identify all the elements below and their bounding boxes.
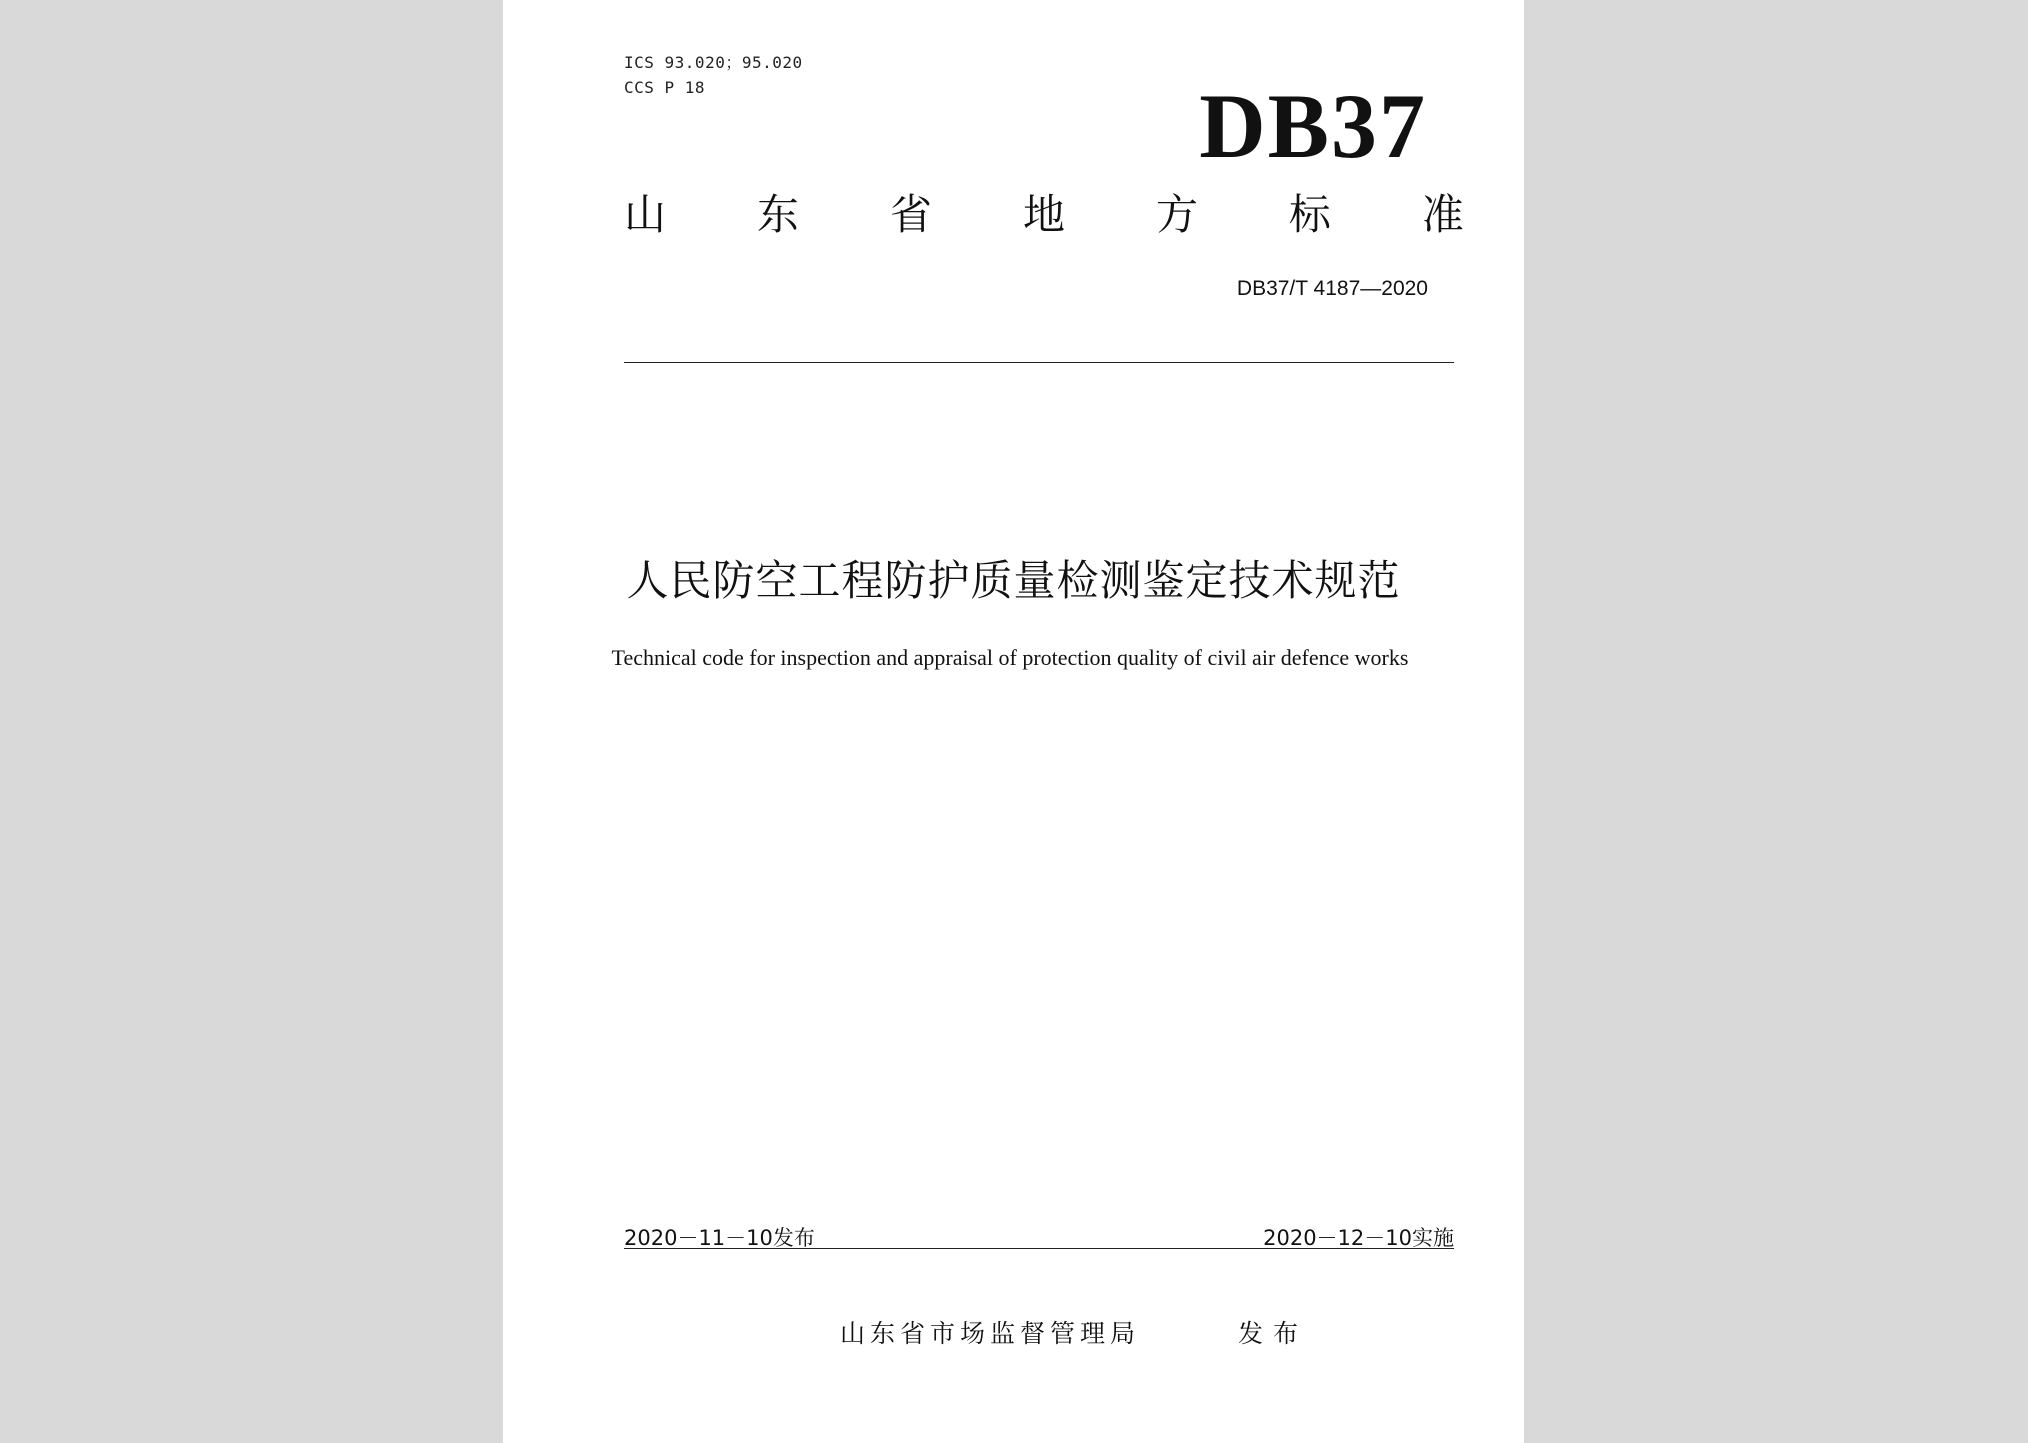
standard-category-char: 山 <box>624 190 667 239</box>
implementation-date: 2020－12－10实施 <box>1263 1226 1454 1250</box>
ccs-code: CCS P 18 <box>624 78 706 97</box>
standard-category-char: 省 <box>889 190 932 239</box>
standard-category-char: 方 <box>1155 190 1198 239</box>
document-title-en: Technical code for inspection and appraisal of protection quality of civil air defence works <box>611 645 1409 670</box>
document-title-cn: 人民防空工程防护质量检测鉴定技术规范 <box>626 556 1401 605</box>
standard-category-char: 地 <box>1022 190 1065 239</box>
standard-number: DB37/T 4187—2020 <box>1236 277 1428 300</box>
ics-code: ICS 93.020；95.020 <box>624 53 803 72</box>
bottom-divider <box>624 1248 1454 1249</box>
document-page <box>503 0 1524 1443</box>
standard-category-char: 准 <box>1421 190 1464 239</box>
publisher-name: 山东省市场监督管理局 <box>840 1319 1141 1348</box>
issue-date: 2020－11－10发布 <box>624 1226 815 1250</box>
top-divider <box>624 362 1454 363</box>
standard-category-char: 标 <box>1288 190 1331 239</box>
standard-category-title <box>624 192 1464 238</box>
standard-logo: DB37 <box>1199 75 1427 177</box>
publish-label: 发布 <box>1238 1319 1309 1348</box>
standard-category-char: 东 <box>756 190 799 239</box>
